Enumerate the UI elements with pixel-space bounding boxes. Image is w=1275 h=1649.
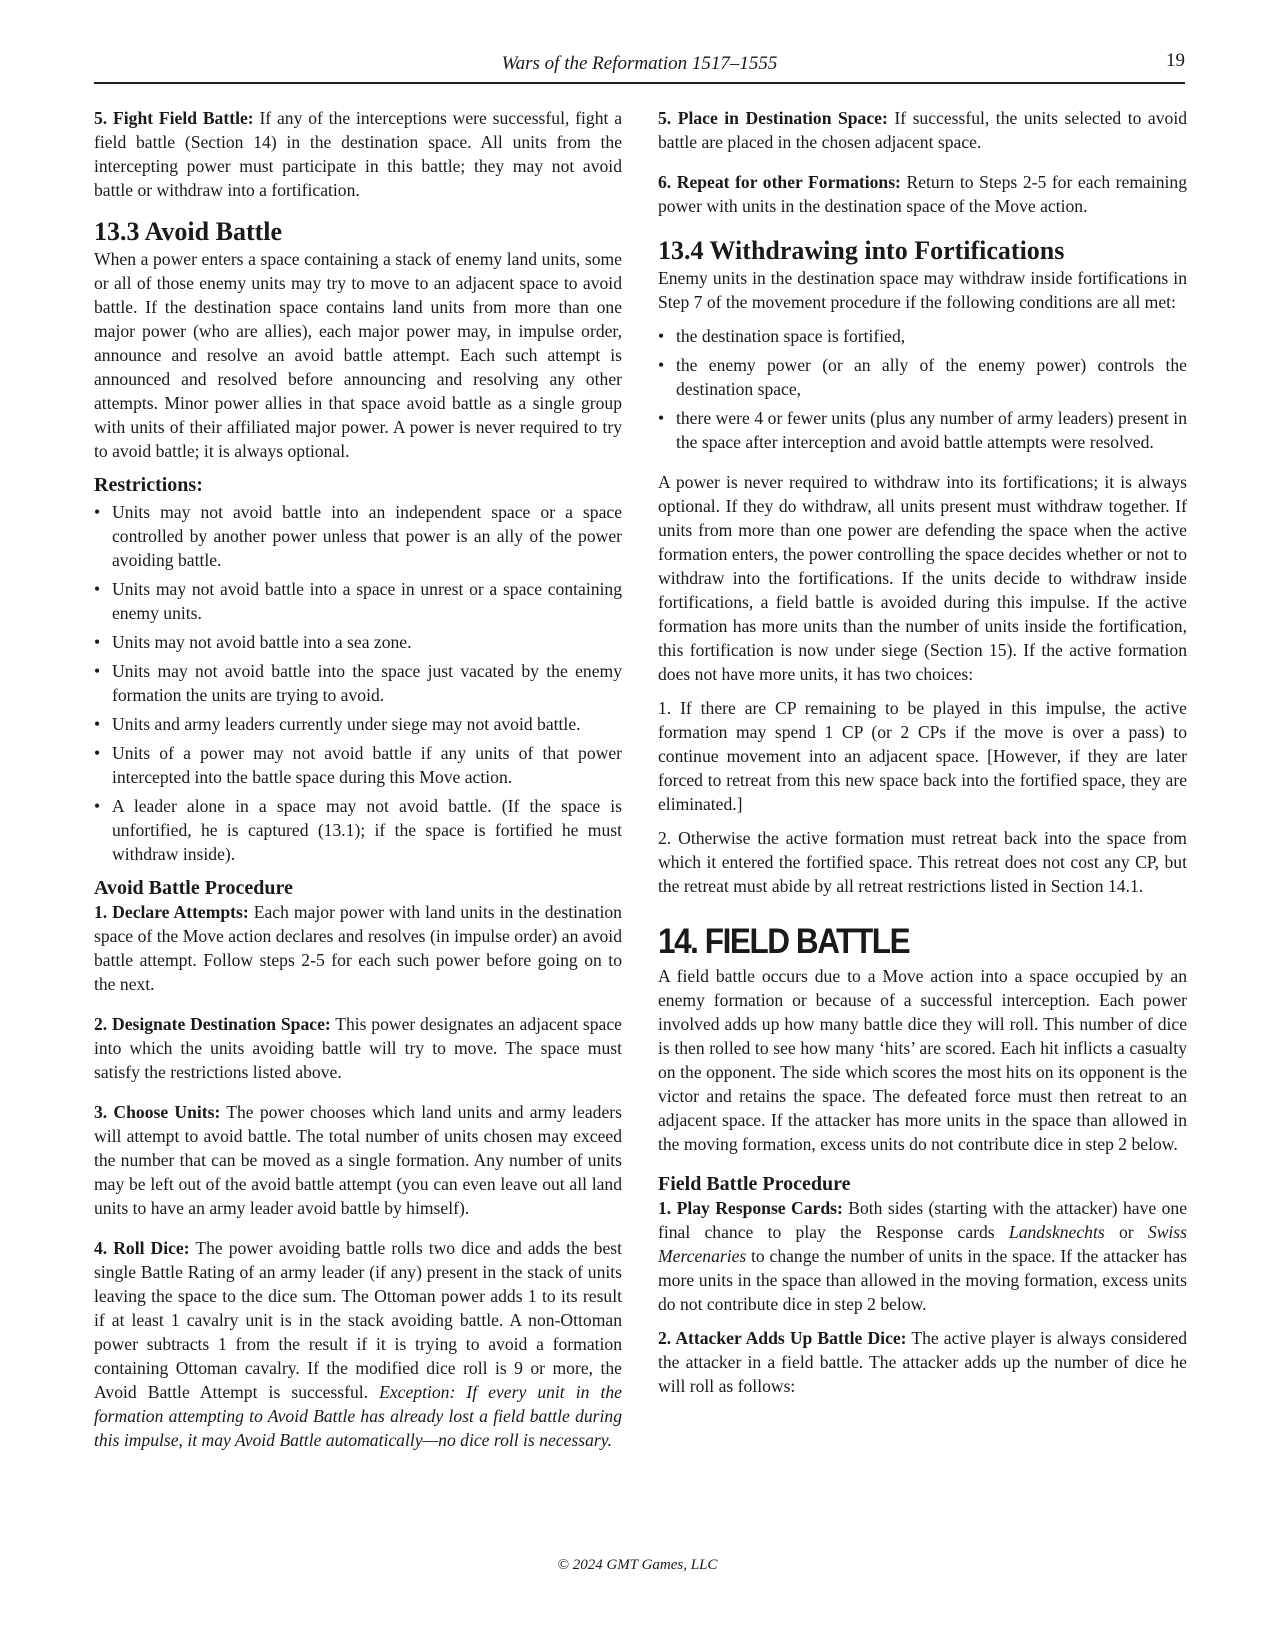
withdraw-choice-2: 2. Otherwise the active formation must retreat back into the space from which it entered the fortified space. This retreat does not cost any CP, but the retreat must abide by all retreat restrictions listed in Section 14.1. [658, 828, 1187, 896]
section-heading-avoid-battle: 13.3 Avoid Battle [94, 217, 283, 246]
section-heading-field-battle: 14. FIELD BATTLE [658, 922, 910, 961]
page-header [94, 48, 1185, 84]
procedure-step: 1. Play Response Cards: Both sides (starting with the attacker) have one final chance to play the Response cards Landsknechts or Swiss Mercenaries to change the number of units in the space. If the attacker has more units in the space than allowed in the moving formation, excess units do not contribute dice in step 2 below. [658, 1198, 1188, 1314]
avoid-battle-intro: When a power enters a space containing a stack of enemy land units, some or all of those enemy units may try to move to an adjacent space to avoid battle. If the destination space contains land units from more than one major power (who are allies), each major power may, in impulse order, announce and resolve an avoid battle attempt. Each such attempt is announced and resolved before announcing and resolving any other attempts. Minor power allies in that space avoid battle as a single group with units of their affiliated major power. A power is never required to try to avoid battle; it is always optional. [94, 249, 622, 461]
withdraw-body: A power is never required to withdraw into its fortifications; it is always optional. If they do withdraw, all units present must withdraw together. If units from more than one power are defending the space when the active formation enters, the power controlling the space decides whether or not to withdraw into the fortifications. If the units decide to withdraw inside fortifications, a field battle is avoided during this impulse. If the active formation has more units than the number of units inside the fortification, this fortification is now under siege (Section 15). If the active formation does not have more units, it has two choices: [658, 472, 1187, 684]
list-item: • Units may not avoid battle into an independent space or a space controlled by another power unless that power is an ally of the power avoiding battle. [94, 500, 622, 572]
list-item: • Units may not avoid battle into a space in unrest or a space containing enemy units. [94, 577, 622, 625]
list-item: • the enemy power (or an ally of the enemy power) controls the destination space, [658, 353, 1187, 401]
running-title: Wars of the Reformation 1517–1555 [501, 53, 778, 74]
card-name: Swiss Mercenaries [658, 1222, 1188, 1266]
conditions-list [658, 324, 1187, 454]
procedure-step: 2. Designate Destination Space: This power designates an adjacent space into which the units avoiding battle will try to move. The space must satisfy the restrictions listed above. [94, 1014, 622, 1082]
restrictions-list [94, 500, 622, 866]
withdraw-intro: Enemy units in the destination space may withdraw inside fortifications in Step 7 of the movement procedure if the following conditions are all met: [658, 268, 1187, 312]
page-number: 19 [1166, 50, 1185, 71]
procedure-step: 5. Place in Destination Space: If successful, the units selected to avoid battle are placed in the chosen adjacent space. [658, 108, 1188, 152]
list-item: • Units may not avoid battle into the space just vacated by the enemy formation the units are trying to avoid. [94, 659, 622, 707]
list-item: • A leader alone in a space may not avoid battle. (If the space is unfortified, he is captured (13.1); if the space is fortified he must withdraw inside). [94, 794, 622, 866]
restrictions-heading: Restrictions: [94, 474, 203, 496]
fight-field-battle-step: 5. Fight Field Battle: If any of the interceptions were successful, fight a field battle (Section 14) in the destination space. All units from the intercepting power must participate in this battle; they may not avoid battle or withdraw into a fortification. [94, 108, 623, 200]
list-item: • Units may not avoid battle into a sea zone. [94, 630, 622, 654]
footer-copyright: © 2024 GMT Games, LLC [557, 1557, 718, 1573]
procedure-step: 2. Attacker Adds Up Battle Dice: The active player is always considered the attacker in a field battle. The attacker adds up the number of dice he will roll as follows: [658, 1328, 1187, 1396]
list-item: • Units and army leaders currently under siege may not avoid battle. [94, 712, 622, 736]
procedure-step: 1. Declare Attempts: Each major power with land units in the destination space of the Move action declares and resolves (in impulse order) an avoid battle attempt. Follow steps 2-5 for each such power before going on to the next. [94, 902, 622, 994]
field-battle-intro: A field battle occurs due to a Move action into a space occupied by an enemy formation or because of a successful interception. Each power involved adds up how many battle dice they will roll. This number of dice is then rolled to see how many ‘hits’ are scored. Each hit inflicts a casualty on the opponent. The side which scores the most hits on its opponent is the victor and retains the space. The defeated force must then retreat to an adjacent space. If the attacker has more units in the space than allowed in the moving formation, excess units do not contribute dice in step 2 below. [658, 966, 1187, 1154]
procedure-step: 6. Repeat for other Formations: Return to Steps 2-5 for each remaining power with units in the destination space of the Move action. [658, 172, 1187, 216]
section-heading-withdrawing: 13.4 Withdrawing into Fortifications [658, 236, 1065, 265]
list-item: • the destination space is fortified, [658, 324, 1187, 348]
procedure-step: 3. Choose Units: The power chooses which land units and army leaders will attempt to avoid battle. The total number of units chosen may exceed the number that can be moved as a single formation. Any number of units may be left out of the avoid battle attempt (you can even leave out all land units to have an army leader avoid battle by himself). [94, 1102, 622, 1218]
exception-text: Exception: If every unit in the formation attempting to Avoid Battle has already lost a field battle during this impulse, it may Avoid Battle automatically—no dice roll is necessary. [94, 1382, 622, 1450]
field-battle-procedure-heading: Field Battle Procedure [658, 1173, 851, 1195]
list-item: • Units of a power may not avoid battle if any units of that power intercepted into the battle space during this Move action. [94, 741, 622, 789]
avoid-battle-procedure-heading: Avoid Battle Procedure [94, 877, 293, 899]
list-item: • there were 4 or fewer units (plus any number of army leaders) present in the space after interception and avoid battle attempts were resolved. [658, 406, 1187, 454]
withdraw-choice-1: 1. If there are CP remaining to be played in this impulse, the active formation may spend 1 CP (or 2 CPs if the move is over a pass) to continue movement into an adjacent space. [However, if they are later forced to retreat from this new space back into the fortified space, they are eliminated.] [658, 698, 1187, 814]
card-name: Landsknechts [1008, 1222, 1105, 1242]
procedure-step: 4. Roll Dice: The power avoiding battle rolls two dice and adds the best single Battle Rating of an army leader (if any) present in the stack of units leaving the space to the dice sum. The Ottoman power adds 1 to its result if at least 1 cavalry unit is in the stack avoiding battle. A non-Ottoman power subtracts 1 from the result if it is trying to avoid a formation containing Ottoman cavalry. If the modified dice roll is 9 or more, the Avoid Battle Attempt is successful. Exception: If every unit in the formation attempting to Avoid Battle has already lost a field battle during this impulse, it may Avoid Battle automatically—no dice roll is necessary. [94, 1238, 623, 1450]
left-column [94, 106, 622, 1462]
right-column [658, 106, 1187, 1408]
